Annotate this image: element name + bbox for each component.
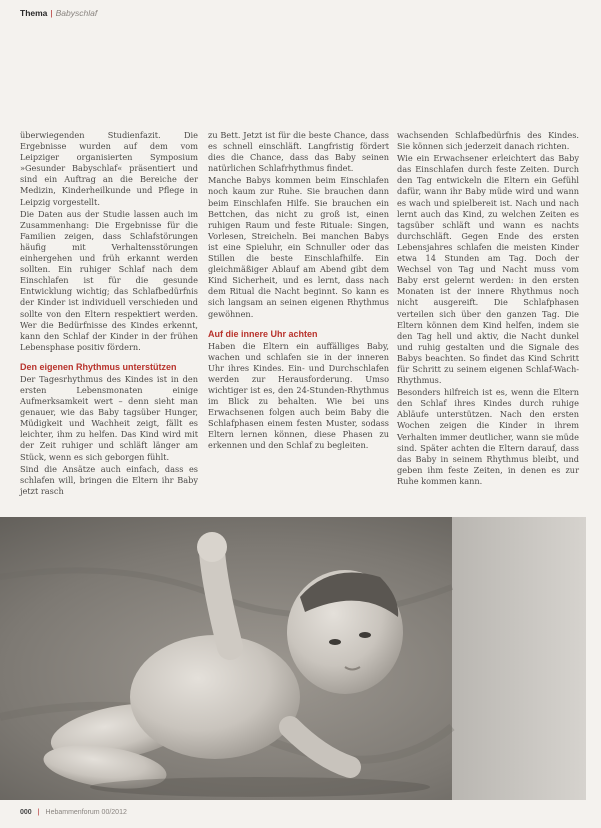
baby-photo [0, 517, 586, 800]
subheading-inner-clock: Auf die innere Uhr achten [208, 328, 318, 339]
paragraph: Sind die Ansätze auch einfach, dass es schlafen will, bringen die Eltern ihr Baby jetzt rasch [20, 463, 198, 496]
issue-label: 00/2012 [101, 809, 127, 816]
paragraph: Besonders hilfreich ist es, wenn die Eltern den Schlaf ihres Kindes durch ruhige Abläufe unterstützen. Nach den ersten Wochen zeigen die Kinder in ihrem Verhalten immer deutlicher, wann sie müde sind. Später achten die Eltern darauf, dass das Baby in seinem Rhythmus bleibt, und geben ihm feste Zeiten, in denen es zur Ruhe kommen kann. [397, 387, 579, 486]
text-column-3 [397, 130, 579, 488]
paragraph: zu Bett. Jetzt ist für die beste Chance, dass es schnell einschläft. Langfristig fördert dies die Chance, dass das Baby seinen natürlichen Schlafrhythmus findet. [208, 130, 389, 174]
baby-illustration [0, 517, 586, 800]
text-column-2 [208, 130, 389, 453]
section-label: Thema [20, 8, 48, 18]
paragraph: wachsenden Schlafbedürfnis des Kindes. Sie können sich jederzeit danach richten. [397, 130, 579, 152]
paragraph: Der Tagesrhythmus des Kindes ist in den ersten Lebensmonaten einige Aufmerksamkeit wert – denn sieht man genauer, wie das Baby tagsüber Hunger, Müdigkeit und Wachheit zeigt, fällt es leichter, ihm zu helfen. Das Kind wird mit der Zeit ruhiger und schläft länger am Stück, wenn es sich geborgen fühlt. [20, 373, 198, 462]
topic-label: Babyschlaf [55, 8, 98, 18]
footer-separator: | [37, 809, 40, 816]
magazine-name: Hebammenforum [45, 809, 100, 816]
header-separator: | [50, 8, 53, 18]
text-column-1 [20, 130, 198, 498]
paragraph: Die Daten aus der Studie lassen auch im Zusammenhang: Die Ergebnisse für die Familien zeigen, dass Schlafstörungen häufig mit Verhaltensstörungen einhergehen und früh erkannt werden sollten. Ein ruhiger Schlaf nach dem Einschlafen ist für die gesunde Entwicklung wichtig; das Schlafbedürfnis der Kinder ist individuell verschieden und sollte von den Eltern respektiert werden. Wer die Bedürfnisse des Kindes erkennt, kann den Schlaf der Kinder in der frühen Lebensphase positiv fördern. [20, 208, 198, 352]
paragraph: Haben die Eltern ein auffälliges Baby, wachen und schlafen sie in der inneren Uhr ihres Kindes. Ein- und Durchschlafen werden zur Herausforderung. Umso wichtiger ist es, den 24-Stunden-Rhythmus im Blick zu behalten. Wie bei uns Erwachsenen folgen auch beim Baby die Schlafphasen einem festen Muster, sodass Eltern lernen können, diese Phasen zu erkennen und den Schlaf zu begleiten. [208, 340, 389, 451]
subheading-rhythm: Den eigenen Rhythmus unterstützen [20, 361, 177, 372]
paragraph: überwiegenden Studienfazit. Die Ergebnisse wurden auf dem vom Leipziger organisierten Symposium »Gesunder Babyschlaf« präsentiert und sind ein Auftrag an die Bereiche der Medizin, Kinderheilkunde und Pflege in Leipzig vorgestellt. [20, 130, 198, 207]
paragraph: Wie ein Erwachsener erleichtert das Baby das Einschlafen durch feste Zeiten. Durch den Tag entwickeln die Eltern ein Gefühl dafür, wann ihr Baby müde wird und wann es wach und spielbereit ist. Nach und nach lernt auch das Kind, zu welchen Zeiten es tagsüber schläft und wann es nachts durchschläft. Gegen Ende des ersten Lebensjahres schlafen die meisten Kinder etwa 14 Stunden am Tag. Doch der Wechsel von Tag und Nacht muss vom Baby erst gelernt werden: in den ersten Monaten ist der innere Rhythmus noch nicht ausgereift. Die Schlafphasen verteilen sich über den ganzen Tag. Die Eltern können dem Kind helfen, indem sie den Tag hell und aktiv, die Nacht dunkel und ruhig gestalten und die Signale des Babys beachten. So findet das Kind Schritt für Schritt zu seinem eigenen Schlaf-Wach-Rhythmus. [397, 153, 579, 386]
page-header [20, 8, 97, 18]
page-number: 000 [20, 809, 32, 816]
paragraph: Manche Babys kommen beim Einschlafen noch kaum zur Ruhe. Sie brauchen dann beim Einschlafen Hilfe. Sie brauchen ein Bettchen, das nicht zu groß ist, einen ruhigen Raum und feste Rituale: Singen, Vorlesen, Streicheln. Bei manchen Babys ist eine Spieluhr, ein Schnuller oder das Stillen die beste Einschlafhilfe. Ein gleichmäßiger Ablauf am Abend gibt dem Kind Sicherheit, und es lernt, dass nach dem Ritual die Nacht beginnt. So kann es sich langsam an seinen eigenen Rhythmus gewöhnen. [208, 175, 389, 319]
page-footer [20, 809, 127, 816]
